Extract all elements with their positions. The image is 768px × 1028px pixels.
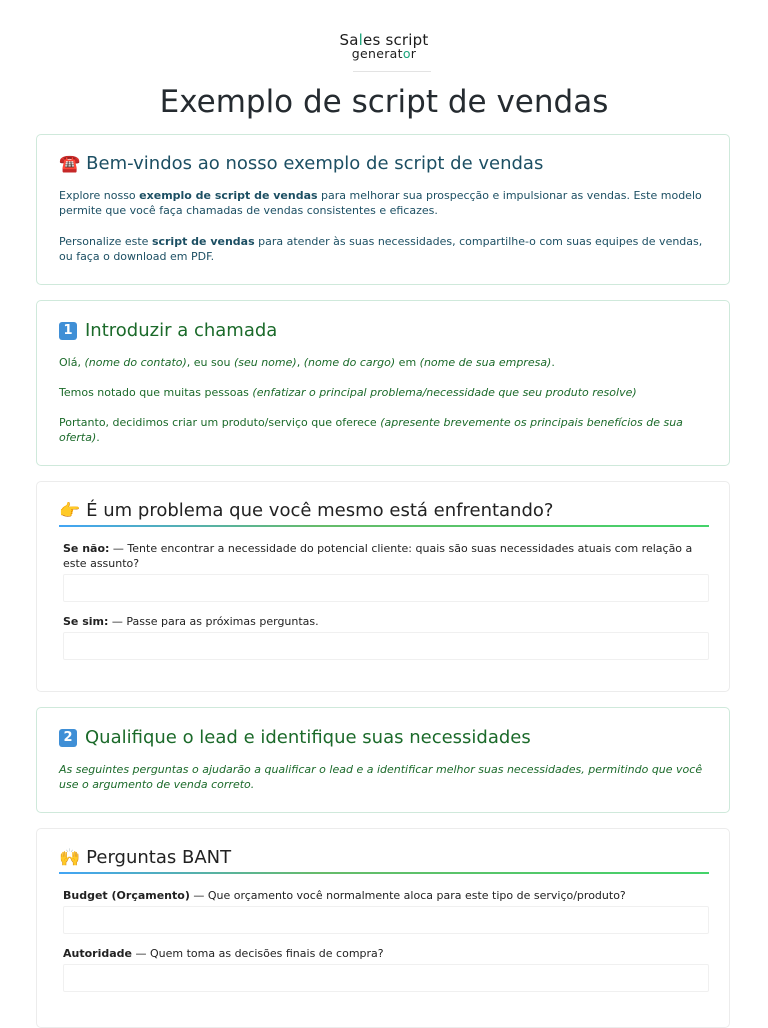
- bant-heading: 🙌 Perguntas BANT: [59, 847, 232, 868]
- if-yes-question: Se sim: — Passe para as próximas perguntas.: [63, 615, 319, 628]
- qualify-heading: 2 Qualifique o lead e identifique suas necessidades: [59, 727, 531, 748]
- budget-question: Budget (Orçamento) — Que orçamento você normalmente aloca para este tipo de serviço/produto?: [63, 889, 626, 902]
- if-no-question: Se não: — Tente encontrar a necessidade do potencial cliente: quais são suas necessidades atuais com relação a este assunto?: [63, 542, 693, 570]
- page-title: Exemplo de script de vendas: [159, 84, 609, 120]
- intro-card: [36, 300, 730, 466]
- number-1-icon: 1: [59, 322, 77, 340]
- intro-problem: Temos notado que muitas pessoas (enfatizar o principal problema/necessidade que seu produto resolve): [59, 386, 637, 399]
- welcome-paragraph-1: Explore nosso exemplo de script de vendas para melhorar sua prospecção e impulsionar as vendas. Este modelo permite que você faça chamadas de vendas consistentes e eficazes.: [59, 189, 702, 217]
- logo-wordmark-top: Sales script: [339, 31, 429, 49]
- bant-card: [36, 828, 730, 1028]
- problem-heading-rule: [59, 525, 709, 527]
- intro-heading: 1 Introduzir a chamada: [59, 320, 277, 341]
- budget-answer-field[interactable]: [63, 906, 709, 934]
- pointing-hand-icon: 👉: [59, 500, 81, 521]
- problem-heading: 👉 É um problema que você mesmo está enfrentando?: [59, 500, 554, 521]
- raised-hands-icon: 🙌: [59, 847, 81, 868]
- number-2-icon: 2: [59, 729, 77, 747]
- if-no-answer-field[interactable]: [63, 574, 709, 602]
- welcome-card: [36, 134, 730, 285]
- telephone-icon: ☎️: [59, 153, 81, 174]
- qualify-text: As seguintes perguntas o ajudarão a qualificar o lead e a identificar melhor suas necessidades, permitindo que você use o argumento de venda correto.: [59, 763, 703, 791]
- if-yes-answer-field[interactable]: [63, 632, 709, 660]
- intro-offer: Portanto, decidimos criar um produto/serviço que oferece (apresente brevemente os principais benefícios de sua oferta).: [59, 416, 683, 444]
- bant-heading-rule: [59, 872, 709, 874]
- intro-greeting: Olá, (nome do contato), eu sou (seu nome), (nome do cargo) em (nome de sua empresa).: [59, 356, 555, 369]
- welcome-heading: ☎️ Bem-vindos ao nosso exemplo de script de vendas: [59, 153, 544, 174]
- qualify-card: [36, 707, 730, 813]
- authority-answer-field[interactable]: [63, 964, 709, 992]
- problem-card: [36, 481, 730, 692]
- logo-divider: [353, 71, 431, 72]
- authority-question: Autoridade — Quem toma as decisões finais de compra?: [63, 947, 384, 960]
- logo-wordmark-bottom: generator: [351, 46, 417, 61]
- welcome-paragraph-2: Personalize este script de vendas para atender às suas necessidades, compartilhe-o com suas equipes de vendas, ou faça o download em PDF.: [59, 235, 703, 263]
- logo: [0, 33, 768, 61]
